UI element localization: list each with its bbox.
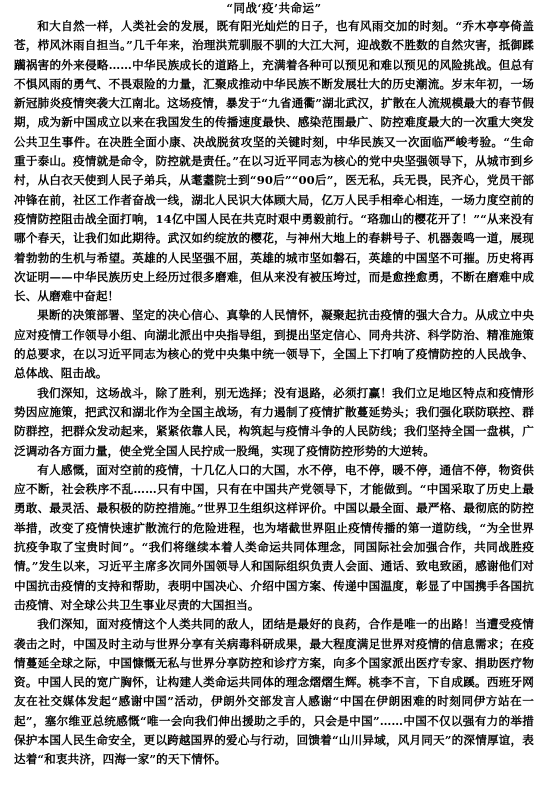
paragraph-3: 我们深知，这场战斗，除了胜利，别无选择；没有退路，必须打赢！我们立足地区特点和疫情形势因应施策，把武汉和湖北作为全国主战场，有力遏制了疫情扩散蔓延势头；我们强化联防联控、群防群控，把群众发动起来，紧紧依靠人民，构筑起与疫情斗争的人民防线；我们坚持全国一盘棋，广泛调动各方面力量，使全党全国人民拧成一股绳，实现了疫情防控形势的大逆转。	[14, 385, 534, 458]
paragraph-4: 有人感慨，面对空前的疫情，十几亿人口的大国，水不停，电不停，暖不停，通信不停，物资供应不断，社会秩序不乱……只有中国，只有在中国共产党领导下，才能做到。“中国采取了历史上最勇敢、最灵活、最积极的防控措施。”世界卫生组织这样评价。中国以最全面、最严格、最彻底的防控举措，改变了疫情快速扩散流行的危险进程，也为堵截世界阻止疫情传播的第一道防线，“为全世界抗疫争取了宝贵时间”。“我们将继续本着人类命运共同体理念，同国际社会加强合作，共同战胜疫情。”发生以来，习近平主席多次同外国领导人和国际组织负责人会面、通话、致电致函，感谢他们对中国抗击疫情的支持和帮助，表明中国决心、介绍中国方案、传递中国温度，彰显了中国携手各国抗击疫情、对全球公共卫生事业尽责的大国担当。	[14, 462, 534, 612]
paragraph-2: 果断的决策部署、坚定的决心信心、真挚的人民情怀，凝聚起抗击疫情的强大合力。从成立中央应对疫情工作领导小组、向湖北派出中央指导组，到提出坚定信心、同舟共济、科学防治、精准施策的总要求，在以习近平同志为核心的党中央集中统一领导下，全国上下打响了疫情防控的人民战争、总体战、阻击战。	[14, 308, 534, 381]
paragraph-1: 和大自然一样，人类社会的发展，既有阳光灿烂的日子，也有风雨交加的时刻。“乔木亭亭倚盖苍，栉风沐雨自担当。”几千年来，治理洪荒驯服不驯的大江大河，迎战数不胜数的自然灾害，抵御蹂躏祸害的外来侵略……中华民族成长的道路上，充满着各种可以预见和难以预见的风险挑战。但总有不惧风雨的勇气、不畏艰险的力量，汇聚成推动中华民族不断发展壮大的历史潮流。岁末年初，一场新冠肺炎疫情突袭大江南北。这场疫情，暴发于“九省通衢”湖北武汉，扩散在人流规模最大的春节假期，成为新中国成立以来在我国发生的传播速度最快、感染范围最广、防控难度最大的一次重大突发公共卫生事件。在决胜全面小康、决战脱贫攻坚的关键时刻，中华民族又一次面临严峻考验。“生命重于泰山。疫情就是命令，防控就是责任。”在以习近平同志为核心的党中央坚强领导下，从城市到乡村，从白衣天使到人民子弟兵，从耄耋院士到“90后”“00后”，医无私，兵无畏，民齐心，党员干部冲锋在前，社区工作者奋战一线，湖北人民识大体顾大局，亿万人民手相牵心相连，一场力度空前的疫情防控阻击战全面打响，14亿中国人民在共克时艰中勇毅前行。“珞珈山的樱花开了！”“从来没有哪个春天，让我们如此期待。武汉如约绽放的樱花，与神州大地上的春耕号子、机器轰鸣一道，展现着勃勃的生机与希望。英雄的人民坚强不屈，英雄的城市坚如磐石，英雄的中国坚不可摧。历史将再次证明——中华民族历史上经历过很多磨难，但从来没有被压垮过，而是愈挫愈勇，不断在磨难中成长、从磨难中奋起！	[14, 19, 534, 304]
paragraph-5: 我们深知，面对疫情这个人类共同的敌人，团结是最好的良药，合作是唯一的出路！当遭受疫情袭击之时，中国及时主动与世界分享有关病毒科研成果，最大程度满足世界对疫情的信息需求；在疫情蔓延全球之际，中国慷慨无私与世界分享防控和诊疗方案，向多个国家派出医疗专家、捐助医疗物资。中国人民的宽广胸怀，让构建人类命运共同体的理念熠熠生辉。桃李不言，下自成蹊。西班牙网友在社交媒体发起“感谢中国”活动，伊朗外交部发言人感谢“中国在伊朗困难的时刻同伊方站在一起”，塞尔维亚总统感慨“唯一会向我们伸出援助之手的，只会是中国”……中国不仅以强有力的举措保护本国人民生命安全，更以跨越国界的爱心与行动，回馈着“山川异域，风月同天”的深情厚谊，表达着“和衷共济，四海一家”的天下情怀。	[14, 617, 534, 767]
document-title: “同战‘疫’共命运”	[226, 1, 322, 15]
